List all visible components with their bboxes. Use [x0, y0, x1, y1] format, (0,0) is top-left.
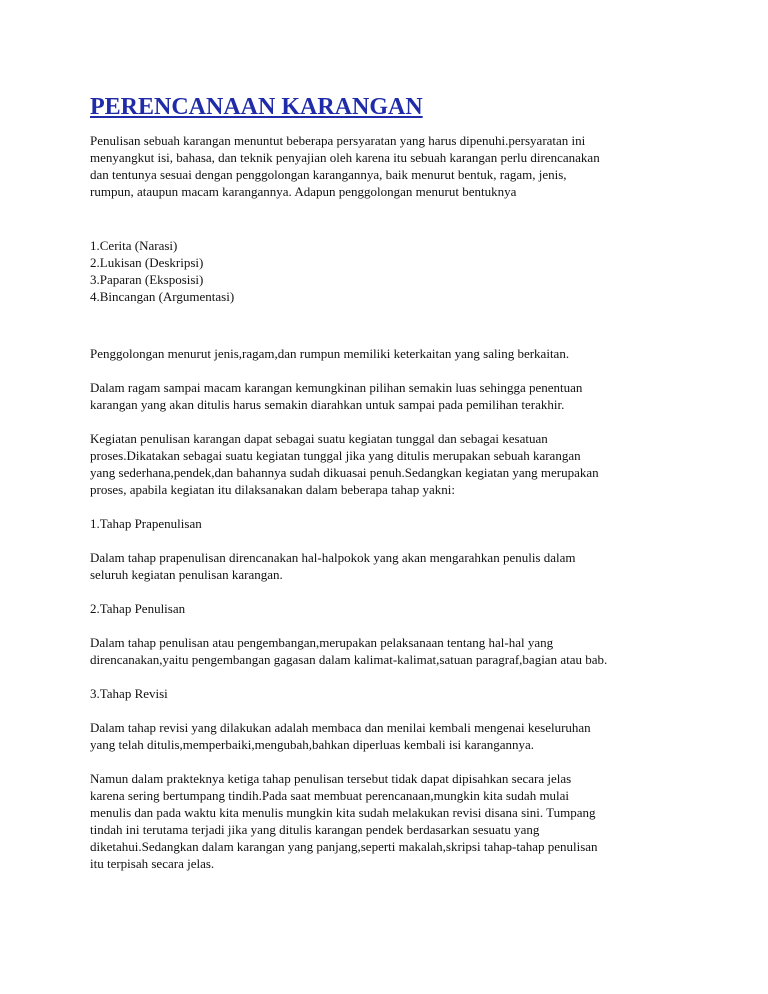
- intro-paragraph: Penulisan sebuah karangan menuntut beberapa persyaratan yang harus dipenuhi.persyaratan ini menyangkut isi, bahasa, dan teknik penyajian oleh karena itu sebuah karangan perlu direncanakan dan tentunya sesuai dengan penggolongan karangannya, baik menurut bentuk, ragam, jenis, rumpun, ataupun macam karangannya. Adapun penggolongan menurut bentuknya: [90, 133, 600, 199]
- paragraph-practice: Namun dalam prakteknya ketiga tahap penulisan tersebut tidak dapat dipisahkan secara jelas karena sering bertumpang tindih.Pada saat membuat perencanaan,mungkin kita sudah mulai menulis dan pada waktu kita menulis mungkin kita sudah melakukan revisi disana sini. Tumpang tindah ini terutama terjadi jika yang ditulis karangan pendek berdasarkan sesuatu yang diketahui.Sedangkan dalam karangan yang panjang,seperti makalah,skripsi tahap-tahap penulisan itu terpisah secara jelas.: [90, 771, 598, 871]
- form-list: [90, 237, 690, 305]
- paragraph-classification: Penggolongan menurut jenis,ragam,dan rumpun memiliki keterkaitan yang saling berkaitan.: [90, 346, 570, 361]
- list-item: 2.Lukisan (Deskripsi): [90, 255, 204, 270]
- paragraph-revision: Dalam tahap revisi yang dilakukan adalah membaca dan menilai kembali mengenai keseluruhan yang telah ditulis,memperbaiki,mengubah,bahkan diperluas kembali isi karangannya.: [90, 720, 591, 752]
- heading-prewriting: 1.Tahap Prapenulisan: [90, 516, 202, 531]
- list-item: 4.Bincangan (Argumentasi): [90, 289, 235, 304]
- document-page: [90, 93, 690, 889]
- heading-writing: 2.Tahap Penulisan: [90, 601, 186, 616]
- paragraph-prewriting: Dalam tahap prapenulisan direncanakan hal-halpokok yang akan mengarahkan penulis dalam seluruh kegiatan penulisan karangan.: [90, 550, 576, 582]
- paragraph-variety: Dalam ragam sampai macam karangan kemungkinan pilihan semakin luas sehingga penentuan karangan yang akan ditulis harus semakin diarahkan untuk sampai pada pemilihan terakhir.: [90, 380, 583, 412]
- document-title-link[interactable]: PERENCANAAN KARANGAN: [90, 94, 423, 120]
- paragraph-writing-activity: Kegiatan penulisan karangan dapat sebagai suatu kegiatan tunggal dan sebagai kesatuan proses.Dikatakan sebagai suatu kegiatan tunggal jika yang ditulis merupakan sebuah karangan yang sederhana,pendek,dan bahannya sudah dikuasai penuh.Sedangkan kegiatan yang merupakan proses, apabila kegiatan itu dilaksanakan dalam beberapa tahap yakni:: [90, 431, 599, 497]
- paragraph-writing: Dalam tahap penulisan atau pengembangan,merupakan pelaksanaan tentang hal-hal yang direncanakan,yaitu pengembangan gagasan dalam kalimat-kalimat,satuan paragraf,bagian atau bab.: [90, 635, 608, 667]
- heading-revision: 3.Tahap Revisi: [90, 686, 168, 701]
- list-item: 1.Cerita (Narasi): [90, 238, 178, 253]
- list-item: 3.Paparan (Eksposisi): [90, 272, 204, 287]
